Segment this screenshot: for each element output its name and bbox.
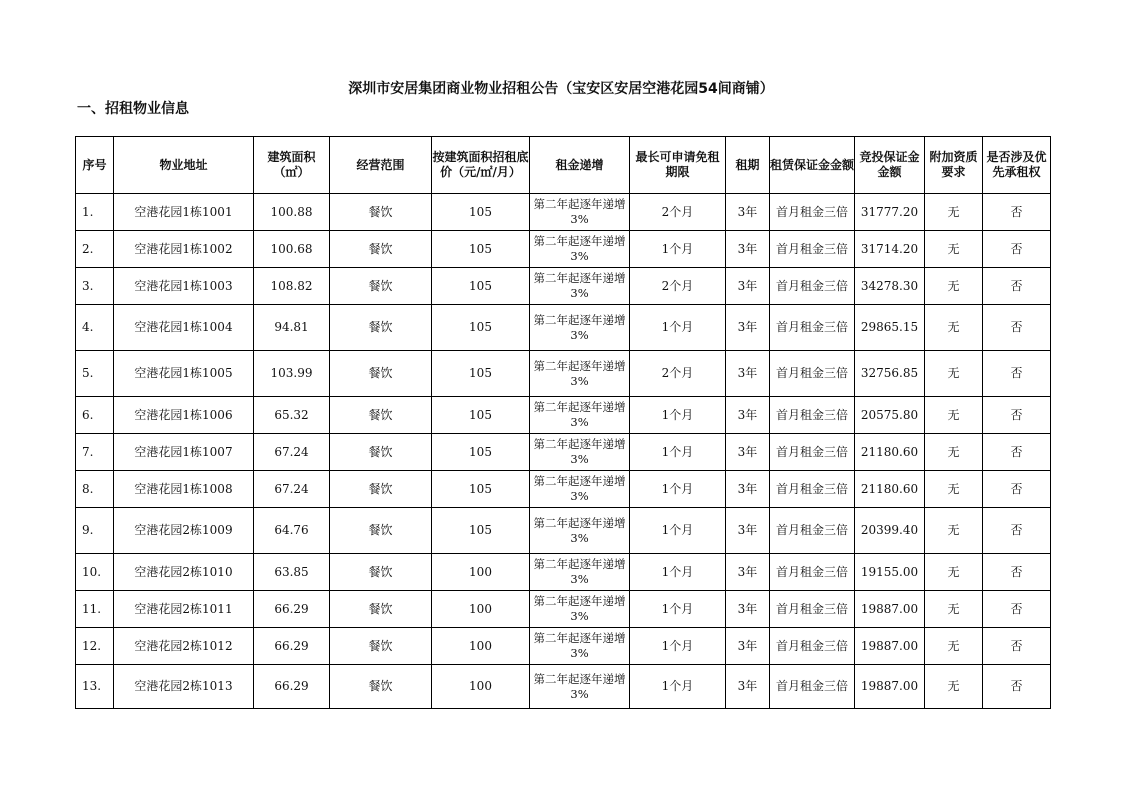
cell-bid-deposit: 29865.15 — [855, 305, 925, 351]
header-qualification: 附加资质要求 — [925, 137, 983, 194]
cell-qualification: 无 — [925, 231, 983, 268]
cell-bid-deposit: 34278.30 — [855, 268, 925, 305]
cell-scope: 餐饮 — [330, 268, 432, 305]
cell-scope: 餐饮 — [330, 194, 432, 231]
cell-address: 空港花园1栋1006 — [114, 397, 254, 434]
cell-bid-deposit: 20575.80 — [855, 397, 925, 434]
cell-free-period: 1个月 — [630, 554, 726, 591]
cell-no: 12. — [76, 628, 114, 665]
cell-no: 10. — [76, 554, 114, 591]
table-row — [76, 508, 1051, 554]
cell-deposit: 首月租金三倍 — [770, 554, 855, 591]
cell-address: 空港花园2栋1010 — [114, 554, 254, 591]
cell-bid-deposit: 20399.40 — [855, 508, 925, 554]
cell-address: 空港花园1栋1007 — [114, 434, 254, 471]
cell-no: 1. — [76, 194, 114, 231]
table-row — [76, 268, 1051, 305]
table-row — [76, 351, 1051, 397]
cell-price: 100 — [432, 554, 530, 591]
cell-scope: 餐饮 — [330, 508, 432, 554]
document-title: 深圳市安居集团商业物业招租公告（宝安区安居空港花园54间商铺） — [348, 81, 774, 97]
cell-address: 空港花园2栋1011 — [114, 591, 254, 628]
cell-free-period: 1个月 — [630, 591, 726, 628]
cell-address: 空港花园2栋1013 — [114, 665, 254, 709]
header-deposit: 租赁保证金金额 — [770, 137, 855, 194]
cell-qualification: 无 — [925, 508, 983, 554]
cell-priority: 否 — [983, 591, 1051, 628]
table-row — [76, 471, 1051, 508]
cell-free-period: 2个月 — [630, 351, 726, 397]
cell-bid-deposit: 19155.00 — [855, 554, 925, 591]
cell-price: 105 — [432, 231, 530, 268]
cell-priority: 否 — [983, 434, 1051, 471]
cell-free-period: 1个月 — [630, 231, 726, 268]
cell-scope: 餐饮 — [330, 351, 432, 397]
cell-qualification: 无 — [925, 434, 983, 471]
cell-deposit: 首月租金三倍 — [770, 508, 855, 554]
cell-increase: 第二年起逐年递增3% — [530, 268, 630, 305]
cell-area: 66.29 — [254, 665, 330, 709]
header-address: 物业地址 — [114, 137, 254, 194]
table-row — [76, 231, 1051, 268]
cell-term: 3年 — [726, 434, 770, 471]
cell-term: 3年 — [726, 231, 770, 268]
cell-bid-deposit: 19887.00 — [855, 628, 925, 665]
header-term: 租期 — [726, 137, 770, 194]
cell-scope: 餐饮 — [330, 231, 432, 268]
cell-qualification: 无 — [925, 628, 983, 665]
cell-deposit: 首月租金三倍 — [770, 665, 855, 709]
cell-area: 64.76 — [254, 508, 330, 554]
table-row — [76, 434, 1051, 471]
cell-qualification: 无 — [925, 305, 983, 351]
cell-free-period: 1个月 — [630, 305, 726, 351]
cell-area: 63.85 — [254, 554, 330, 591]
cell-priority: 否 — [983, 305, 1051, 351]
cell-qualification: 无 — [925, 351, 983, 397]
cell-deposit: 首月租金三倍 — [770, 305, 855, 351]
cell-qualification: 无 — [925, 397, 983, 434]
cell-deposit: 首月租金三倍 — [770, 591, 855, 628]
cell-scope: 餐饮 — [330, 397, 432, 434]
cell-deposit: 首月租金三倍 — [770, 194, 855, 231]
table-row — [76, 554, 1051, 591]
header-no: 序号 — [76, 137, 114, 194]
cell-qualification: 无 — [925, 554, 983, 591]
cell-address: 空港花园1栋1008 — [114, 471, 254, 508]
cell-deposit: 首月租金三倍 — [770, 351, 855, 397]
cell-increase: 第二年起逐年递增3% — [530, 471, 630, 508]
header-bid-deposit: 竞投保证金金额 — [855, 137, 925, 194]
cell-address: 空港花园1栋1003 — [114, 268, 254, 305]
cell-term: 3年 — [726, 194, 770, 231]
cell-priority: 否 — [983, 554, 1051, 591]
cell-bid-deposit: 19887.00 — [855, 591, 925, 628]
cell-priority: 否 — [983, 351, 1051, 397]
header-price: 按建筑面积招租底价（元/㎡/月） — [432, 137, 530, 194]
cell-priority: 否 — [983, 508, 1051, 554]
cell-priority: 否 — [983, 665, 1051, 709]
cell-priority: 否 — [983, 268, 1051, 305]
cell-deposit: 首月租金三倍 — [770, 471, 855, 508]
cell-area: 65.32 — [254, 397, 330, 434]
cell-term: 3年 — [726, 351, 770, 397]
cell-no: 5. — [76, 351, 114, 397]
cell-no: 8. — [76, 471, 114, 508]
cell-address: 空港花园1栋1004 — [114, 305, 254, 351]
cell-deposit: 首月租金三倍 — [770, 397, 855, 434]
cell-price: 105 — [432, 268, 530, 305]
cell-address: 空港花园2栋1012 — [114, 628, 254, 665]
cell-price: 105 — [432, 194, 530, 231]
table-row — [76, 665, 1051, 709]
cell-no: 4. — [76, 305, 114, 351]
header-free-period: 最长可申请免租期限 — [630, 137, 726, 194]
cell-increase: 第二年起逐年递增3% — [530, 591, 630, 628]
cell-priority: 否 — [983, 194, 1051, 231]
cell-price: 105 — [432, 471, 530, 508]
header-area: 建筑面积（㎡） — [254, 137, 330, 194]
cell-qualification: 无 — [925, 268, 983, 305]
cell-no: 13. — [76, 665, 114, 709]
cell-qualification: 无 — [925, 665, 983, 709]
cell-bid-deposit: 19887.00 — [855, 665, 925, 709]
cell-price: 105 — [432, 397, 530, 434]
cell-price: 105 — [432, 434, 530, 471]
cell-increase: 第二年起逐年递增3% — [530, 508, 630, 554]
cell-term: 3年 — [726, 397, 770, 434]
cell-free-period: 2个月 — [630, 194, 726, 231]
cell-increase: 第二年起逐年递增3% — [530, 305, 630, 351]
cell-priority: 否 — [983, 231, 1051, 268]
cell-bid-deposit: 31714.20 — [855, 231, 925, 268]
cell-term: 3年 — [726, 554, 770, 591]
cell-increase: 第二年起逐年递增3% — [530, 397, 630, 434]
cell-deposit: 首月租金三倍 — [770, 628, 855, 665]
cell-scope: 餐饮 — [330, 434, 432, 471]
cell-increase: 第二年起逐年递增3% — [530, 665, 630, 709]
cell-term: 3年 — [726, 471, 770, 508]
cell-scope: 餐饮 — [330, 471, 432, 508]
cell-price: 105 — [432, 508, 530, 554]
cell-scope: 餐饮 — [330, 665, 432, 709]
cell-increase: 第二年起逐年递增3% — [530, 434, 630, 471]
table-row — [76, 591, 1051, 628]
cell-area: 108.82 — [254, 268, 330, 305]
cell-scope: 餐饮 — [330, 554, 432, 591]
cell-free-period: 1个月 — [630, 434, 726, 471]
cell-scope: 餐饮 — [330, 305, 432, 351]
cell-area: 94.81 — [254, 305, 330, 351]
cell-price: 100 — [432, 665, 530, 709]
cell-price: 100 — [432, 591, 530, 628]
table-row — [76, 628, 1051, 665]
table-row — [76, 397, 1051, 434]
cell-priority: 否 — [983, 471, 1051, 508]
cell-qualification: 无 — [925, 471, 983, 508]
cell-address: 空港花园1栋1005 — [114, 351, 254, 397]
cell-bid-deposit: 21180.60 — [855, 471, 925, 508]
cell-deposit: 首月租金三倍 — [770, 231, 855, 268]
header-scope: 经营范围 — [330, 137, 432, 194]
cell-term: 3年 — [726, 305, 770, 351]
cell-address: 空港花园1栋1001 — [114, 194, 254, 231]
cell-no: 11. — [76, 591, 114, 628]
cell-term: 3年 — [726, 628, 770, 665]
cell-increase: 第二年起逐年递增3% — [530, 628, 630, 665]
cell-increase: 第二年起逐年递增3% — [530, 231, 630, 268]
cell-priority: 否 — [983, 397, 1051, 434]
cell-scope: 餐饮 — [330, 628, 432, 665]
cell-increase: 第二年起逐年递增3% — [530, 194, 630, 231]
cell-increase: 第二年起逐年递增3% — [530, 554, 630, 591]
cell-bid-deposit: 31777.20 — [855, 194, 925, 231]
cell-area: 100.88 — [254, 194, 330, 231]
cell-qualification: 无 — [925, 591, 983, 628]
property-table — [75, 136, 1051, 709]
cell-area: 67.24 — [254, 434, 330, 471]
cell-address: 空港花园2栋1009 — [114, 508, 254, 554]
table-header-row — [76, 137, 1051, 194]
cell-free-period: 1个月 — [630, 665, 726, 709]
header-increase: 租金递增 — [530, 137, 630, 194]
cell-free-period: 1个月 — [630, 397, 726, 434]
cell-no: 9. — [76, 508, 114, 554]
cell-price: 105 — [432, 305, 530, 351]
cell-price: 100 — [432, 628, 530, 665]
cell-free-period: 2个月 — [630, 268, 726, 305]
section-heading: 一、招租物业信息 — [77, 101, 189, 117]
cell-area: 100.68 — [254, 231, 330, 268]
cell-address: 空港花园1栋1002 — [114, 231, 254, 268]
cell-term: 3年 — [726, 268, 770, 305]
cell-no: 3. — [76, 268, 114, 305]
cell-qualification: 无 — [925, 194, 983, 231]
cell-priority: 否 — [983, 628, 1051, 665]
cell-free-period: 1个月 — [630, 628, 726, 665]
cell-term: 3年 — [726, 665, 770, 709]
cell-term: 3年 — [726, 591, 770, 628]
cell-free-period: 1个月 — [630, 471, 726, 508]
cell-no: 7. — [76, 434, 114, 471]
table-row — [76, 194, 1051, 231]
header-priority: 是否涉及优先承租权 — [983, 137, 1051, 194]
cell-increase: 第二年起逐年递增3% — [530, 351, 630, 397]
cell-area: 66.29 — [254, 628, 330, 665]
cell-area: 67.24 — [254, 471, 330, 508]
cell-price: 105 — [432, 351, 530, 397]
cell-deposit: 首月租金三倍 — [770, 434, 855, 471]
cell-bid-deposit: 21180.60 — [855, 434, 925, 471]
cell-bid-deposit: 32756.85 — [855, 351, 925, 397]
cell-deposit: 首月租金三倍 — [770, 268, 855, 305]
cell-term: 3年 — [726, 508, 770, 554]
cell-no: 2. — [76, 231, 114, 268]
cell-scope: 餐饮 — [330, 591, 432, 628]
cell-free-period: 1个月 — [630, 508, 726, 554]
table-row — [76, 305, 1051, 351]
cell-no: 6. — [76, 397, 114, 434]
cell-area: 66.29 — [254, 591, 330, 628]
cell-area: 103.99 — [254, 351, 330, 397]
